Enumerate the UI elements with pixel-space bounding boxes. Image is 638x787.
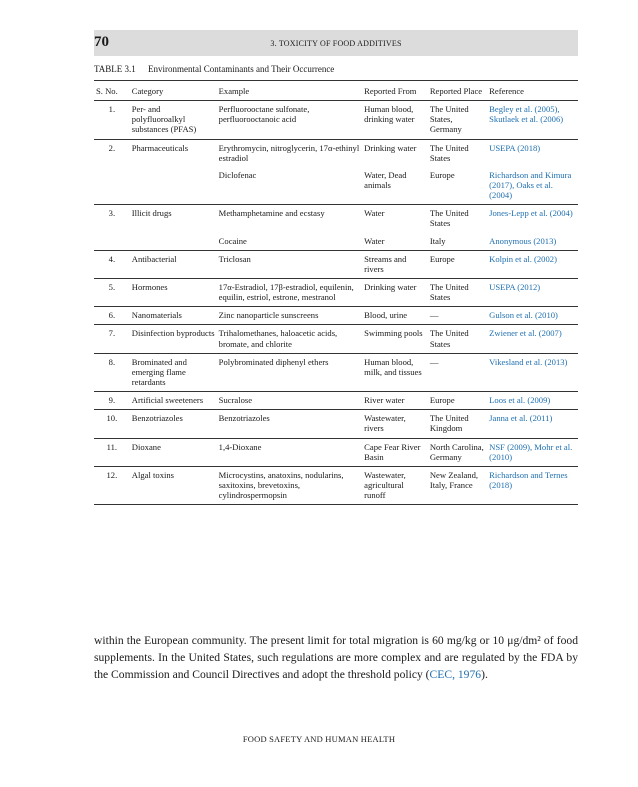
table-row (94, 139, 578, 167)
cell-sno: 9. (108, 395, 116, 406)
cell-from: River water (364, 395, 405, 406)
page-number: 70 (94, 34, 109, 50)
cell-reference-link[interactable]: Begley et al. (2005), Skutlaek et al. (2006) (489, 104, 564, 125)
cell-sno: 6. (108, 310, 116, 321)
table-top-rule (94, 80, 578, 81)
table-header-row (94, 84, 578, 101)
table-row (94, 392, 578, 410)
table-caption (94, 64, 334, 74)
cell-example: 17α-Estradiol, 17β-estradiol, equilenin, equilin, estriol, estrone, mestranol (218, 281, 354, 303)
cell-example: Polybrominated diphenyl ethers (218, 356, 329, 367)
cell-from: Wastewater, rivers (364, 413, 406, 434)
cell-example: Trihalomethanes, haloacetic acids, bromate, and chlorite (218, 328, 338, 349)
cell-sno: 2. (108, 142, 116, 153)
table-row (94, 205, 578, 233)
page-footer: FOOD SAFETY AND HUMAN HEALTH (242, 734, 396, 744)
col-header-reported-from: Reported From (364, 86, 417, 96)
cell-sno: 4. (108, 253, 116, 264)
cell-place: North Carolina, Germany (429, 441, 484, 462)
cell-reference-link[interactable]: Janna et al. (2011) (489, 413, 553, 424)
cell-reference-link[interactable]: Jones-Lepp et al. (2004) (489, 208, 573, 219)
cell-example: Erythromycin, nitroglycerin, 17α-ethinyl estradiol (218, 142, 360, 163)
cell-place: The United States (429, 281, 469, 303)
cell-sno: 11. (106, 441, 118, 452)
cell-category: Dioxane (131, 441, 161, 452)
cell-sno (94, 233, 130, 251)
cell-place: The United States (429, 328, 469, 349)
cell-from: Water, Dead animals (364, 169, 407, 190)
cell-reference-link[interactable]: Richardson and Kimura (2017), Oaks et al. (2004) (489, 169, 572, 201)
table-row (94, 410, 578, 438)
cell-example: Zinc nanoparticle sunscreens (218, 310, 319, 321)
col-header-example: Example (218, 86, 250, 96)
table-row (94, 438, 578, 466)
cell-from: Blood, urine (364, 310, 408, 321)
cell-place: The United States (429, 208, 469, 229)
cell-from: Water (364, 235, 385, 246)
cell-sno: 5. (108, 281, 116, 292)
cell-category: Pharmaceuticals (131, 142, 189, 153)
cell-sno: 1. (108, 104, 116, 115)
cell-category: Disinfection byproducts (131, 328, 215, 339)
table-row (94, 307, 578, 325)
cell-place: The United States, Germany (429, 104, 469, 135)
table-row (94, 250, 578, 278)
cell-category: Brominated and emerging flame retardants (131, 356, 187, 387)
cell-place: Europe (429, 395, 455, 406)
cell-reference-link[interactable]: Anonymous (2013) (489, 235, 557, 246)
cell-example: Diclofenac (218, 169, 257, 180)
cell-place: Italy (429, 235, 446, 246)
page-header (94, 30, 578, 56)
cell-from: Streams and rivers (364, 253, 407, 274)
cell-example: Cocaine (218, 235, 247, 246)
cell-category: Benzotriazoles (131, 413, 183, 424)
cell-sno: 10. (106, 413, 118, 424)
table-row (94, 101, 578, 139)
cell-place: New Zealand, Italy, France (429, 469, 479, 490)
cell-from: Human blood, milk, and tissues (364, 356, 422, 377)
cell-reference-link[interactable]: Richardson and Ternes (2018) (489, 469, 568, 490)
cell-reference-link[interactable]: Loos et al. (2009) (489, 395, 551, 406)
cell-place: — (429, 310, 439, 321)
body-text-part-1: within the European community. The present limit for total migration is 60 mg/kg or 10 μg/dm² of food supplements. In the United States, such regulations are more complex and are regulated by the FDA by the Commission and Council Directives and adopt the threshold policy ( (94, 634, 578, 681)
cell-sno: 12. (106, 469, 118, 480)
cell-reference-link[interactable]: Zwiener et al. (2007) (489, 328, 562, 339)
cell-sno: 7. (108, 328, 116, 339)
cell-place: — (429, 356, 439, 367)
cell-example: Triclosan (218, 253, 251, 264)
table-label: TABLE 3.1 (94, 64, 136, 74)
cell-category (130, 167, 217, 205)
cell-place: Europe (429, 253, 455, 264)
citation-link[interactable]: CEC, 1976 (429, 668, 482, 681)
cell-reference-link[interactable]: USEPA (2012) (489, 281, 541, 292)
col-header-category: Category (131, 86, 164, 96)
cell-category: Artificial sweeteners (131, 395, 204, 406)
running-head: 3. TOXICITY OF FOOD ADDITIVES (270, 39, 402, 48)
cell-example: Benzotriazoles (218, 413, 270, 424)
cell-reference-link[interactable]: NSF (2009), Mohr et al. (2010) (489, 441, 573, 462)
cell-example: Microcystins, anatoxins, nodularins, saxitoxins, brevetoxins, cylindrospermopsin (218, 469, 344, 501)
cell-reference-link[interactable]: Vikesland et al. (2013) (489, 356, 568, 367)
cell-category: Algal toxins (131, 469, 175, 480)
cell-example: Methamphetamine and ecstasy (218, 208, 325, 219)
table-row (94, 353, 578, 391)
table-row (94, 167, 578, 205)
cell-category: Per- and polyfluoroalkyl substances (PFAS) (131, 104, 197, 135)
table-row (94, 233, 578, 251)
cell-category: Hormones (131, 281, 168, 292)
table-title: Environmental Contaminants and Their Occurrence (148, 64, 335, 74)
cell-from: Cape Fear River Basin (364, 441, 421, 462)
contaminants-table (94, 84, 578, 505)
cell-sno: 3. (108, 208, 116, 219)
cell-sno: 8. (108, 356, 116, 367)
col-header-sno: S. No. (96, 86, 118, 96)
cell-place: The United Kingdom (429, 413, 469, 434)
cell-from: Drinking water (364, 142, 417, 153)
cell-place: The United States (429, 142, 469, 163)
cell-example: Perfluorooctane sulfonate, perfluorooctanoic acid (218, 104, 310, 125)
cell-example: 1,4-Dioxane (218, 441, 262, 452)
cell-category: Antibacterial (131, 253, 177, 264)
cell-category (130, 233, 217, 251)
cell-category: Illicit drugs (131, 208, 172, 219)
cell-from: Human blood, drinking water (364, 104, 415, 125)
col-header-reference: Reference (489, 86, 524, 96)
cell-reference-link[interactable]: Gulson et al. (2010) (489, 310, 558, 321)
cell-category: Nanomaterials (131, 310, 182, 321)
cell-from: Wastewater, agricultural runoff (364, 469, 406, 501)
cell-example: Sucralose (218, 395, 253, 406)
cell-from: Water (364, 208, 385, 219)
col-header-reported-place: Reported Place (429, 86, 483, 96)
cell-place: Europe (429, 169, 455, 180)
body-paragraph (94, 632, 578, 683)
table-row (94, 466, 578, 504)
table-row (94, 278, 578, 306)
cell-reference-link[interactable]: USEPA (2018) (489, 142, 541, 153)
body-text-part-2: ). (481, 668, 488, 681)
table-row (94, 325, 578, 353)
cell-from: Swimming pools (364, 328, 423, 339)
cell-from: Drinking water (364, 281, 417, 292)
cell-reference-link[interactable]: Kolpin et al. (2002) (489, 253, 557, 264)
cell-sno (94, 167, 130, 205)
